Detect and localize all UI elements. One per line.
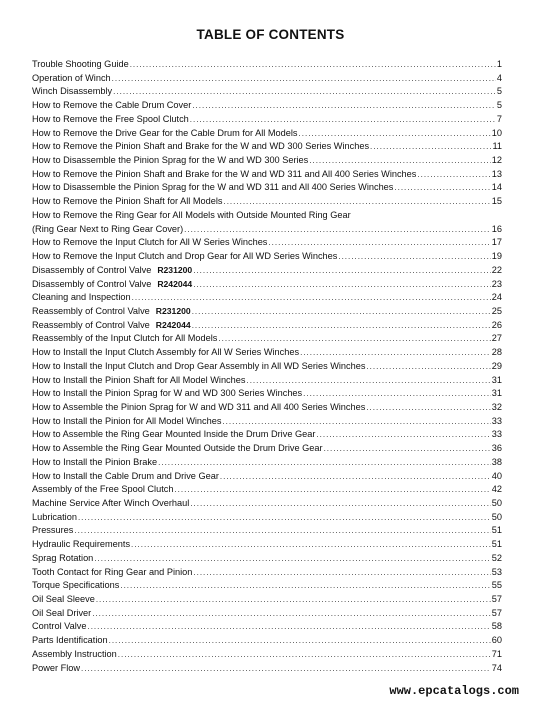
- toc-entry: [32, 85, 502, 99]
- toc-entry: [32, 497, 502, 511]
- toc-dot-leader: [192, 305, 491, 319]
- page-title: TABLE OF CONTENTS: [196, 27, 345, 42]
- toc-dot-leader: [268, 236, 490, 250]
- toc-dot-leader: [246, 374, 490, 388]
- toc-dot-leader: [96, 593, 491, 607]
- toc-entry-title: Parts Identification: [32, 635, 108, 646]
- toc-entry-title: How to Install the Pinion Sprag for W and WD 300 Series Winches: [32, 388, 303, 399]
- toc-entry: [32, 181, 502, 195]
- toc-entry: [32, 58, 502, 72]
- toc-entry-page-number: 19: [491, 251, 502, 262]
- toc-dot-leader: [220, 470, 491, 484]
- toc-entry-page-number: 53: [491, 566, 502, 577]
- toc-entry-page-number: 33: [491, 415, 502, 426]
- toc-dot-leader: [222, 415, 490, 429]
- toc-entry: [32, 415, 502, 429]
- toc-entry-page-number: 25: [491, 305, 502, 316]
- toc-entry-page-number: 5: [496, 100, 502, 111]
- toc-entry: [32, 470, 502, 484]
- toc-entry: [32, 511, 502, 525]
- toc-entry: [32, 428, 502, 442]
- toc-entry-page-number: 15: [491, 196, 502, 207]
- toc-entry-title: Tooth Contact for Ring Gear and Pinion: [32, 566, 193, 577]
- toc-entry: [32, 483, 502, 497]
- toc-dot-leader: [113, 85, 496, 99]
- toc-entry-title: How to Remove the Pinion Shaft for All Models: [32, 196, 223, 207]
- toc-entry: [32, 538, 502, 552]
- toc-dot-leader: [394, 181, 490, 195]
- toc-dot-leader: [78, 511, 491, 525]
- toc-entry-page-number: 58: [491, 621, 502, 632]
- toc-entry-page-number: 29: [491, 360, 502, 371]
- toc-entry: [32, 456, 502, 470]
- toc-entry: [32, 223, 502, 237]
- toc-entry-title: Oil Seal Driver: [32, 607, 92, 618]
- toc-entry-page-number: 51: [491, 525, 502, 536]
- toc-entry-page-number: 13: [491, 168, 502, 179]
- toc-entry-page-number: 12: [491, 155, 502, 166]
- toc-entry: [32, 99, 502, 113]
- toc-dot-leader: [190, 497, 490, 511]
- toc-entry: [32, 442, 502, 456]
- toc-entry-title: How to Remove the Cable Drum Cover: [32, 100, 192, 111]
- toc-entry-title: Winch Disassembly: [32, 86, 113, 97]
- toc-entry-page-number: 42: [491, 484, 502, 495]
- toc-dot-leader: [338, 250, 490, 264]
- toc-entry: [32, 401, 502, 415]
- toc-entry-title: Operation of Winch: [32, 72, 111, 83]
- toc-entry: [32, 662, 502, 676]
- toc-entry-title: Hydraulic Requirements: [32, 539, 131, 550]
- toc-entry-title: How to Install the Cable Drum and Drive Gear: [32, 470, 219, 481]
- toc-entry-title: How to Assemble the Ring Gear Mounted Outside the Drum Drive Gear: [32, 443, 323, 454]
- toc-entry: [32, 236, 502, 250]
- toc-dot-leader: [174, 483, 490, 497]
- toc-dot-leader: [94, 552, 490, 566]
- toc-entry-page-number: 14: [491, 182, 502, 193]
- toc-dot-leader: [366, 360, 490, 374]
- toc-entry: [32, 579, 502, 593]
- toc-dot-leader: [92, 607, 491, 621]
- toc-dot-leader: [192, 99, 496, 113]
- toc-entry: [32, 278, 502, 292]
- toc-entry-page-number: 4: [496, 72, 502, 83]
- toc-entry-page-number: 74: [491, 662, 502, 673]
- toc-entry-title: How to Disassemble the Pinion Sprag for the W and WD 311 and All 400 Series Winches: [32, 182, 394, 193]
- toc-entry-page-number: 10: [491, 127, 502, 138]
- toc-entry: [32, 305, 502, 319]
- watermark: www.epcatalogs.com: [389, 684, 519, 698]
- toc-dot-leader: [118, 648, 491, 662]
- toc-entry: [32, 607, 502, 621]
- toc-entry-title: Machine Service After Winch Overhaul: [32, 498, 190, 508]
- toc-entry: [32, 72, 502, 86]
- toc-entry-title: How to Install the Input Clutch and Drop Gear Assembly in All WD Series Winches: [32, 360, 366, 371]
- toc-entry: [32, 634, 502, 648]
- toc-entry-title: Reassembly of Control Valve: [32, 319, 150, 330]
- toc-entry-title: How to Remove the Free Spool Clutch: [32, 113, 189, 124]
- toc-entry-title: How to Assemble the Pinion Sprag for W and WD 311 and All 400 Series Winches: [32, 401, 366, 412]
- toc-entry-title: Torque Specifications: [32, 580, 120, 591]
- toc-entry: [32, 195, 502, 209]
- toc-dot-leader: [132, 291, 491, 305]
- toc-entry: [32, 566, 502, 580]
- toc-entry-title: How to Remove the Input Clutch and Drop Gear for All WD Series Winches: [32, 251, 338, 262]
- toc-dot-leader: [184, 223, 491, 237]
- toc-entry-page-number: 57: [491, 594, 502, 605]
- toc-dot-leader: [158, 456, 491, 470]
- toc-dot-leader: [223, 195, 490, 209]
- toc-entry-title: How to Remove the Drive Gear for the Cable Drum for All Models: [32, 127, 298, 138]
- toc-entry-page-number: 40: [491, 470, 502, 481]
- toc-entry-title: How to Remove the Ring Gear for All Models with Outside Mounted Ring Gear: [32, 209, 351, 220]
- toc-entry-title: How to Assemble the Ring Gear Mounted Inside the Drum Drive Gear: [32, 429, 316, 440]
- toc-dot-leader: [309, 154, 491, 168]
- toc-entry-title: How to Install the Pinion Shaft for All Model Winches: [32, 374, 246, 385]
- toc-entry-page-number: 57: [491, 607, 502, 618]
- toc-entry-title: How to Remove the Pinion Shaft and Brake for the W and WD 300 Series Winches: [32, 141, 370, 152]
- toc-entry-page-number: 36: [491, 443, 502, 454]
- toc-dot-leader: [81, 662, 491, 676]
- toc-entry-page-number: 7: [496, 113, 502, 124]
- toc-entry: [32, 154, 502, 168]
- toc-entry-page-number: 23: [491, 278, 502, 289]
- toc-entry: [32, 648, 502, 662]
- toc-dot-leader: [303, 387, 491, 401]
- toc-entry: [32, 250, 502, 264]
- toc-entry: [32, 113, 502, 127]
- toc-entry-page-number: 50: [491, 511, 502, 522]
- toc-entry-part-code: R231200: [157, 264, 193, 275]
- toc-entry-title: Power Flow: [32, 662, 80, 673]
- toc-dot-leader: [218, 332, 490, 346]
- toc-entry-title: Cleaning and Inspection: [32, 292, 131, 303]
- toc-entry-title: Assembly Instruction: [32, 648, 117, 659]
- toc-dot-leader: [192, 319, 491, 333]
- toc-dot-leader: [120, 579, 490, 593]
- toc-entry: [32, 168, 502, 182]
- toc-dot-leader: [299, 127, 491, 141]
- toc-entry-title: Lubrication: [32, 511, 77, 522]
- toc-entry-page-number: 32: [491, 401, 502, 412]
- toc-entry-title: Disassembly of Control Valve: [32, 278, 152, 289]
- toc-entry-page-number: 16: [491, 223, 502, 234]
- toc-entry-page-number: 11: [492, 141, 502, 152]
- toc-entry: [32, 346, 502, 360]
- toc-entry: [32, 291, 502, 305]
- toc-entry: [32, 620, 502, 634]
- toc-entry-page-number: 52: [491, 552, 502, 563]
- toc-entry-part-code: R231200: [155, 305, 191, 316]
- toc-entry: [32, 360, 502, 374]
- toc-dot-leader: [109, 634, 491, 648]
- toc-dot-leader: [130, 58, 496, 72]
- toc-entry-title: Pressures: [32, 525, 74, 536]
- toc-entry-title: Reassembly of Control Valve: [32, 305, 150, 316]
- toc-entry-page-number: 50: [491, 498, 502, 508]
- toc-entry-page-number: 51: [491, 539, 502, 550]
- toc-entry-title: How to Install the Pinion for All Model Winches: [32, 415, 222, 426]
- toc-entry-part-code: R242044: [155, 319, 191, 330]
- toc-entry-page-number: 5: [496, 86, 502, 97]
- toc-entry-page-number: 60: [491, 635, 502, 646]
- toc-dot-leader: [300, 346, 491, 360]
- toc-dot-leader: [366, 401, 490, 415]
- toc-entry-title: How to Install the Pinion Brake: [32, 456, 158, 467]
- toc-entry-page-number: 17: [491, 237, 502, 248]
- toc-entry-title: How to Remove the Pinion Shaft and Brake for the W and WD 311 and All 400 Series Winches: [32, 168, 417, 179]
- toc-entry-title: Assembly of the Free Spool Clutch: [32, 484, 174, 495]
- toc-entry-title: Sprag Rotation: [32, 552, 94, 563]
- toc-entry-page-number: 26: [491, 319, 502, 330]
- toc-dot-leader: [87, 620, 490, 634]
- toc-dot-leader: [324, 442, 491, 456]
- toc-entry-title: Trouble Shooting Guide: [32, 59, 129, 69]
- toc-entry-page-number: 31: [491, 374, 502, 385]
- toc-entry: [32, 524, 502, 538]
- toc-entry: [32, 140, 502, 154]
- toc-dot-leader: [112, 72, 496, 86]
- toc-dot-leader: [193, 264, 491, 278]
- toc-entry-page-number: 55: [491, 580, 502, 591]
- toc-dot-leader: [370, 140, 491, 154]
- toc-list: [32, 58, 502, 675]
- toc-dot-leader: [417, 168, 490, 182]
- toc-entry: [32, 387, 502, 401]
- toc-dot-leader: [193, 566, 490, 580]
- toc-entry: [32, 264, 502, 278]
- toc-entry-page-number: 38: [491, 456, 502, 467]
- toc-entry: [32, 332, 502, 346]
- toc-entry-title: Disassembly of Control Valve: [32, 264, 152, 275]
- toc-entry: [32, 127, 502, 141]
- toc-dot-leader: [316, 428, 490, 442]
- toc-entry-title: How to Disassemble the Pinion Sprag for the W and WD 300 Series: [32, 155, 309, 166]
- toc-entry-page-number: 71: [491, 648, 502, 659]
- toc-entry: [32, 374, 502, 388]
- toc-dot-leader: [193, 278, 491, 292]
- toc-entry: [32, 593, 502, 607]
- toc-entry: [32, 319, 502, 333]
- toc-entry-title: Reassembly of the Input Clutch for All Models: [32, 333, 218, 344]
- toc-entry-page-number: 24: [491, 292, 502, 303]
- toc-dot-leader: [74, 524, 490, 538]
- toc-entry-page-number: 22: [491, 264, 502, 275]
- toc-entry-page-number: 27: [491, 333, 502, 344]
- toc-dot-leader: [131, 538, 491, 552]
- toc-entry-title: Control Valve: [32, 621, 87, 632]
- toc-entry-page-number: 33: [491, 429, 502, 440]
- toc-entry: [32, 552, 502, 566]
- toc-entry-page-number: 28: [491, 347, 502, 358]
- toc-entry-page-number: 31: [491, 388, 502, 399]
- toc-entry-title: (Ring Gear Next to Ring Gear Cover): [32, 223, 184, 234]
- toc-entry-title: How to Remove the Input Clutch for All W Series Winches: [32, 237, 268, 248]
- toc-entry-part-code: R242044: [157, 278, 193, 289]
- toc-entry: [32, 209, 502, 223]
- toc-entry-page-number: 1: [496, 59, 502, 69]
- toc-entry-title: Oil Seal Sleeve: [32, 594, 95, 605]
- toc-dot-leader: [190, 113, 496, 127]
- toc-entry-title: How to Install the Input Clutch Assembly for All W Series Winches: [32, 347, 300, 358]
